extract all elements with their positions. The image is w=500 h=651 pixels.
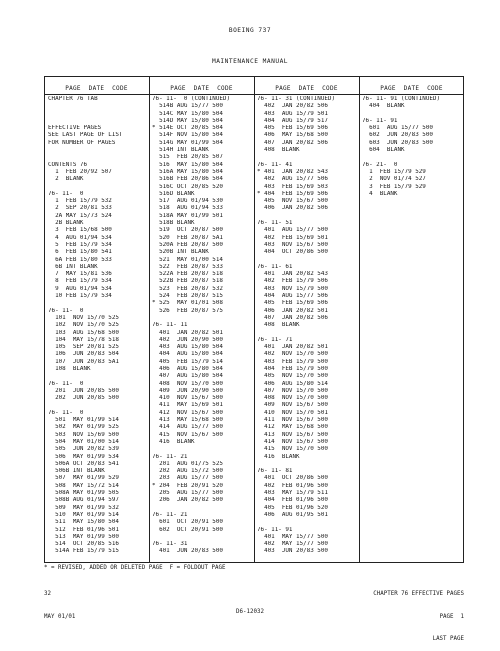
list-item — [48, 118, 151, 125]
list-item: 407 JAN 20/82 506 — [257, 139, 328, 146]
list-item: 602 JUN 20/83 500 — [362, 132, 433, 139]
list-item: 401 OCT 20/86 500 — [257, 475, 328, 482]
list-item: 404 FEB 01/96 500 — [257, 497, 328, 504]
list-item: 518B BLANK — [152, 220, 195, 227]
list-item: * 404 FEB 15/69 506 — [257, 190, 328, 197]
list-item: 202 JUN 20/85 500 — [48, 395, 119, 402]
list-item — [257, 154, 360, 161]
list-item: 404 FEB 15/79 500 — [257, 365, 328, 372]
list-item: * 204 FEB 20/91 520 — [152, 482, 223, 489]
list-item: 516C OCT 20/85 520 — [152, 183, 223, 190]
list-item: 401 JUN 20/83 500 — [152, 548, 223, 555]
list-item: 401 JAN 20/82 501 — [152, 329, 223, 336]
list-item: * 514E OCT 20/85 504 — [152, 125, 223, 132]
list-item: 5 FEB 15/79 534 — [48, 241, 112, 248]
list-item: 517 AUG 01/94 530 — [152, 198, 223, 205]
list-item: CHAPTER 76 TAB — [48, 96, 98, 102]
list-item: 604 BLANK — [362, 147, 405, 154]
list-item: 508A MAY 01/99 505 — [48, 490, 119, 497]
list-item: 601 AUG 15/77 500 — [362, 125, 433, 132]
page-list-column — [257, 96, 360, 556]
document-number: D6-12032 — [236, 609, 264, 615]
list-item: 2A MAY 15/73 524 — [48, 212, 112, 219]
list-item: 3 FEB 15/79 529 — [362, 183, 426, 190]
list-item: 601 OCT 20/91 500 — [152, 519, 223, 526]
list-item — [152, 446, 255, 453]
list-item: 76- 11- 0 — [48, 409, 84, 416]
list-item: 76- 11- 91 — [362, 117, 398, 124]
list-item: 520B INT BLANK — [152, 249, 209, 256]
list-item: 509 MAY 01/99 532 — [48, 504, 119, 511]
list-item: 405 FEB 15/69 506 — [257, 300, 328, 307]
list-item — [48, 147, 151, 154]
page-list-column — [362, 96, 465, 198]
column-header: PAGE DATE CODE — [275, 85, 338, 92]
list-item: 406 MAY 15/68 500 — [257, 132, 328, 139]
list-item — [257, 519, 360, 526]
list-item: 412 MAY 15/68 500 — [257, 424, 328, 431]
list-item: 416 BLANK — [152, 438, 195, 445]
list-item — [152, 315, 255, 322]
revision-date: MAY 01/01 — [44, 613, 76, 620]
list-item: 406 JAN 20/82 501 — [257, 307, 328, 314]
list-item: 405 NOV 15/67 500 — [257, 198, 328, 205]
list-item: 516D BLANK — [152, 190, 195, 197]
list-item: 408 BLANK — [257, 322, 300, 329]
list-item: 402 MAY 15/77 500 — [257, 541, 328, 548]
list-item: 402 FEB 15/79 506 — [257, 278, 328, 285]
list-item — [257, 213, 360, 220]
column-header: PAGE DATE CODE — [170, 85, 233, 92]
list-item: 514C MAY 15/80 504 — [152, 110, 223, 117]
list-item: 405 FEB 15/69 506 — [257, 125, 328, 132]
list-item: 202 AUG 15/72 500 — [152, 468, 223, 475]
list-item: 514F NOV 15/80 504 — [152, 132, 223, 139]
list-item: 404 AUG 15/80 504 — [152, 351, 223, 358]
list-item: 409 NOV 15/67 500 — [257, 402, 328, 409]
list-item: 10 FEB 15/79 534 — [48, 293, 112, 300]
list-item: 205 AUG 15/77 500 — [152, 490, 223, 497]
list-item: 406 AUG 15/80 514 — [257, 380, 328, 387]
effective-pages-table — [44, 76, 464, 563]
list-item: 102 NOV 15/70 525 — [48, 322, 119, 329]
list-item: 1 FEB 15/79 529 — [362, 168, 426, 175]
list-item: 512 FEB 01/96 501 — [48, 526, 119, 533]
list-item: 403 NOV 15/67 500 — [257, 241, 328, 248]
list-item: 603 JUN 20/83 500 — [362, 139, 433, 146]
list-item: 407 JAN 20/82 506 — [257, 314, 328, 321]
list-item: 107 JUN 20/83 5A1 — [48, 358, 119, 365]
list-item: 602 OCT 20/91 500 — [152, 526, 223, 533]
list-item: 416 BLANK — [257, 453, 300, 460]
list-item: 404 OCT 20/86 500 — [257, 249, 328, 256]
list-item: 415 NOV 15/67 500 — [152, 431, 223, 438]
list-item: 403 FEB 15/79 500 — [257, 358, 328, 365]
list-item: 404 AUG 15/79 517 — [257, 117, 328, 124]
list-item: 2 SEP 20/81 533 — [48, 205, 112, 212]
list-item: 405 FEB 15/79 514 — [152, 358, 223, 365]
list-item: 407 NOV 15/70 500 — [257, 387, 328, 394]
list-item: 521 MAY 01/00 514 — [152, 256, 223, 263]
list-item: 76- 11- 11 — [152, 322, 188, 329]
list-item: 8 FEB 15/79 534 — [48, 278, 112, 285]
list-item: 506A OCT 20/83 541 — [48, 460, 119, 467]
manual-subtitle: MAINTENANCE MANUAL — [211, 58, 289, 65]
list-item: 506B INT BLANK — [48, 468, 105, 475]
list-item: 411 MAY 15/69 501 — [152, 402, 223, 409]
list-item: 76- 11- 91 (CONTINUED) — [362, 96, 441, 102]
list-item: SEE LAST PAGE OF LIST — [48, 132, 123, 139]
list-item: 404 AUG 15/77 506 — [257, 293, 328, 300]
list-item: 504 MAY 01/00 514 — [48, 438, 119, 445]
last-page-label: LAST PAGE — [432, 636, 464, 642]
list-item: * 401 JAN 20/82 543 — [257, 168, 328, 175]
list-item: 514A FEB 15/79 515 — [48, 548, 119, 555]
list-item: 9 AUG 01/94 534 — [48, 285, 112, 292]
list-item: 76- 11- 0 (CONTINUED) — [152, 96, 231, 102]
list-item: 514H INT BLANK — [152, 147, 209, 154]
list-item — [362, 154, 465, 161]
list-item: 403 NOV 15/79 500 — [257, 285, 328, 292]
list-item: 403 FEB 15/69 503 — [257, 183, 328, 190]
list-item: 76- 11- 21 — [152, 511, 188, 518]
footer-left — [44, 576, 75, 629]
list-item: 402 FEB 15/69 501 — [257, 234, 328, 241]
list-item: 201 JUN 20/85 500 — [48, 387, 119, 394]
list-item: 76- 11- 0 — [48, 307, 84, 314]
list-item — [48, 184, 151, 191]
list-item — [48, 111, 151, 118]
list-item: 403 AUG 15/79 501 — [257, 110, 328, 117]
list-item: 408 NOV 15/70 500 — [152, 380, 223, 387]
list-item: 76- 11- 61 — [257, 263, 293, 270]
list-item: 522 FEB 20/87 533 — [152, 263, 223, 270]
section-title: CHAPTER 76 EFFECTIVE PAGES — [373, 591, 464, 597]
list-item: 401 MAY 15/77 500 — [257, 533, 328, 540]
list-item: 520A FEB 20/87 500 — [152, 241, 223, 248]
list-item: 513 MAY 01/99 500 — [48, 533, 119, 540]
list-item: 411 NOV 15/67 500 — [257, 417, 328, 424]
list-item: 101 NOV 15/70 525 — [48, 314, 119, 321]
column-header: PAGE DATE CODE — [380, 85, 443, 92]
page-list-column — [48, 96, 151, 556]
list-item: 401 JAN 20/82 501 — [257, 344, 328, 351]
list-item: 518 AUG 01/94 533 — [152, 205, 223, 212]
list-item: 401 JAN 20/82 543 — [257, 271, 328, 278]
list-item — [257, 461, 360, 468]
list-item: 408 NOV 15/70 500 — [257, 395, 328, 402]
list-item: 76- 11- 0 — [48, 380, 84, 387]
list-item: 6B INT BLANK — [48, 263, 98, 270]
list-item: 3 FEB 15/68 500 — [48, 227, 112, 234]
list-item: 103 AUG 15/68 500 — [48, 329, 119, 336]
list-item: 522B FEB 20/87 518 — [152, 278, 223, 285]
list-item: 1 FEB 15/79 532 — [48, 198, 112, 205]
list-item: 2B BLANK — [48, 220, 84, 227]
list-item: FOR NUMBER OF PAGES — [48, 139, 116, 146]
list-item: 508B AUG 01/94 597 — [48, 497, 119, 504]
list-item: 76- 11- 31 (CONTINUED) — [257, 96, 336, 102]
page-count: 32 — [44, 591, 51, 597]
page-number: PAGE 1 — [439, 613, 464, 620]
list-item — [257, 257, 360, 264]
list-item: 402 FEB 01/96 500 — [257, 482, 328, 489]
list-item: 404 BLANK — [362, 103, 405, 110]
list-item: 506 MAY 01/99 534 — [48, 453, 119, 460]
list-item: 415 NOV 15/70 500 — [257, 446, 328, 453]
list-item: 514D MAY 15/80 504 — [152, 117, 223, 124]
list-item: 503 NOV 15/69 500 — [48, 431, 119, 438]
list-item: 402 NOV 15/70 500 — [257, 351, 328, 358]
page-list-column — [152, 96, 255, 556]
list-item: 514 OCT 20/85 516 — [48, 541, 119, 548]
list-item: 402 JAN 20/82 506 — [257, 103, 328, 110]
list-item: 6 FEB 15/80 541 — [48, 249, 112, 256]
list-item: 406 AUG 15/80 504 — [152, 365, 223, 372]
list-item: 402 AUG 15/77 506 — [257, 176, 328, 183]
list-item: 105 SEP 20/81 525 — [48, 344, 119, 351]
list-item: 516 MAY 15/80 504 — [152, 161, 223, 168]
list-item: 4 AUG 01/94 534 — [48, 234, 112, 241]
list-item: 505 JUN 20/82 539 — [48, 446, 119, 453]
list-item: 408 BLANK — [257, 147, 300, 154]
list-item: 413 NOV 15/67 500 — [257, 431, 328, 438]
list-item: 515 FEB 20/85 507 — [152, 154, 223, 161]
list-item: 520 FEB 20/87 5A1 — [152, 234, 223, 241]
list-item: 516B FEB 20/86 504 — [152, 176, 223, 183]
list-item: 76- 11- 81 — [257, 468, 293, 475]
list-item: 76- 11- 51 — [257, 220, 293, 227]
list-item: 514G MAY 01/99 504 — [152, 139, 223, 146]
list-item — [48, 154, 151, 161]
list-item: 76- 11- 0 — [48, 190, 84, 197]
list-item: 4 BLANK — [362, 190, 398, 197]
list-item: 201 AUG 01/75 525 — [152, 460, 223, 467]
list-item: 414 NOV 15/67 500 — [257, 438, 328, 445]
list-item: EFFECTIVE PAGES — [48, 125, 102, 132]
list-item: 108 BLANK — [48, 365, 91, 372]
list-item: 402 JUN 20/90 500 — [152, 336, 223, 343]
list-item: 413 MAY 15/68 500 — [152, 417, 223, 424]
list-item: 401 AUG 15/77 500 — [257, 227, 328, 234]
list-item: 76- 11- 71 — [257, 336, 293, 343]
column-header: PAGE DATE CODE — [65, 85, 128, 92]
list-item: 508 MAY 15/72 514 — [48, 482, 119, 489]
list-item: 414 AUG 15/77 500 — [152, 424, 223, 431]
list-item: 412 NOV 15/67 500 — [152, 409, 223, 416]
list-item: * 525 MAY 01/01 508 — [152, 300, 223, 307]
list-item: 523 FEB 20/87 532 — [152, 285, 223, 292]
list-item: 410 NOV 15/67 500 — [152, 395, 223, 402]
list-item: 510 MAY 01/99 514 — [48, 511, 119, 518]
list-item: 76- 11- 21 — [152, 453, 188, 460]
list-item: CONTENTS 76 — [48, 161, 88, 168]
list-item: 406 JAN 20/82 506 — [257, 205, 328, 212]
list-item — [152, 534, 255, 541]
list-item: 76- 11- 31 — [152, 541, 188, 548]
list-item: 206 JAN 20/82 500 — [152, 497, 223, 504]
list-item: 409 JUN 20/90 500 — [152, 387, 223, 394]
list-item: 403 MAY 15/79 511 — [257, 490, 328, 497]
list-item — [48, 373, 151, 380]
list-item — [152, 505, 255, 512]
list-item: 405 NOV 15/70 500 — [257, 373, 328, 380]
revision-legend: * = REVISED, ADDED OR DELETED PAGE F = FOLDOUT PAGE — [44, 565, 226, 571]
list-item — [362, 111, 465, 118]
list-item: 1 FEB 20/92 507 — [48, 168, 112, 175]
list-item: 507 MAY 01/99 529 — [48, 475, 119, 482]
list-item: 407 AUG 15/80 504 — [152, 373, 223, 380]
list-item — [48, 103, 151, 110]
list-item: 516A MAY 15/80 504 — [152, 168, 223, 175]
list-item: 526 FEB 20/87 575 — [152, 307, 223, 314]
list-item: 6A FEB 15/80 533 — [48, 256, 112, 263]
list-item: 524 FEB 20/87 515 — [152, 293, 223, 300]
list-item: 519 OCT 20/87 500 — [152, 227, 223, 234]
list-item: 2 NOV 01/74 527 — [362, 176, 426, 183]
list-item: 410 NOV 15/70 501 — [257, 409, 328, 416]
list-item: 406 AUG 01/95 501 — [257, 511, 328, 518]
list-item: 403 AUG 15/80 504 — [152, 344, 223, 351]
list-item: 7 MAY 15/81 536 — [48, 271, 112, 278]
list-item — [48, 300, 151, 307]
list-item: 76- 21- 0 — [362, 161, 398, 168]
list-item: 514B AUG 15/77 500 — [152, 103, 223, 110]
list-item: 76- 11- 91 — [257, 526, 293, 533]
list-item: 203 AUG 15/77 500 — [152, 475, 223, 482]
list-item: 518A MAY 01/99 501 — [152, 212, 223, 219]
list-item: 502 MAY 01/99 525 — [48, 424, 119, 431]
list-item: 522A FEB 20/87 518 — [152, 271, 223, 278]
list-item — [257, 330, 360, 337]
list-item: 76- 11- 41 — [257, 161, 293, 168]
list-item: 106 JUN 20/83 504 — [48, 351, 119, 358]
manual-title: BOEING 737 — [228, 27, 272, 34]
list-item: 511 MAY 15/80 504 — [48, 519, 119, 526]
list-item: 2 BLANK — [48, 176, 84, 183]
list-item: 405 FEB 01/96 520 — [257, 504, 328, 511]
list-item: 501 MAY 01/99 514 — [48, 417, 119, 424]
list-item — [48, 402, 151, 409]
list-item: 104 MAY 15/78 518 — [48, 336, 119, 343]
list-item: 403 JUN 20/83 500 — [257, 548, 328, 555]
